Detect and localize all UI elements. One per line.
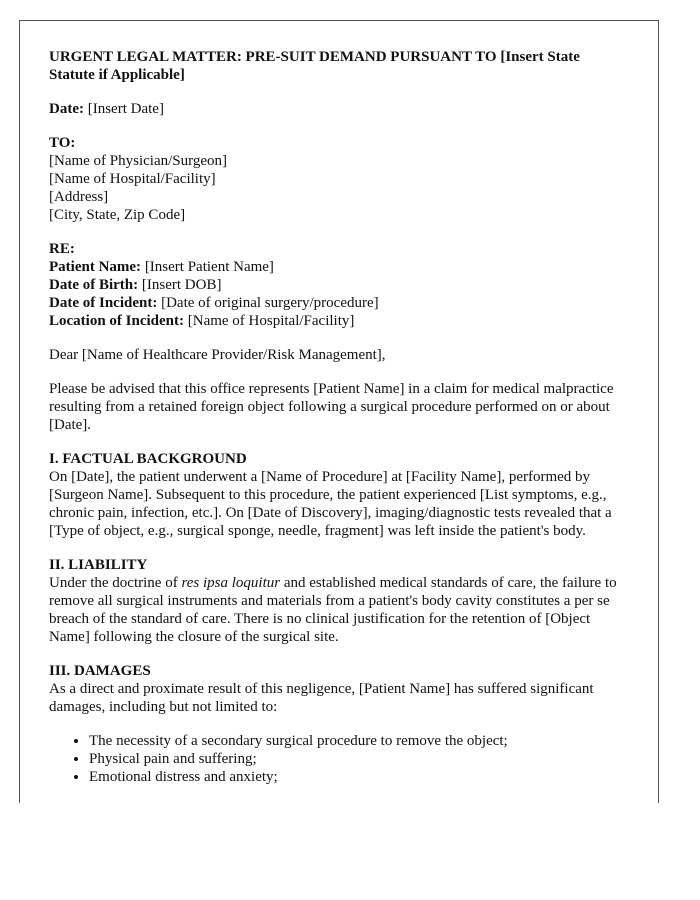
recipient-line: [Address] bbox=[49, 189, 109, 205]
section-damages bbox=[49, 662, 629, 716]
re-block bbox=[49, 240, 629, 330]
latin-term: res ipsa loquitur bbox=[181, 575, 281, 591]
recipient-line: [Name of Hospital/Facility] bbox=[49, 171, 216, 187]
document-title: URGENT LEGAL MATTER: PRE-SUIT DEMAND PURSUANT TO [Insert State Statute if Applicable] bbox=[49, 49, 580, 83]
re-label: RE: bbox=[49, 241, 75, 257]
date-label: Date: bbox=[49, 101, 84, 117]
field-label: Date of Incident: bbox=[49, 295, 158, 311]
to-label: TO: bbox=[49, 135, 76, 151]
recipient-block bbox=[49, 134, 629, 224]
section-heading: II. LIABILITY bbox=[49, 557, 148, 573]
field-label: Patient Name: bbox=[49, 259, 142, 275]
section-heading: III. DAMAGES bbox=[49, 663, 151, 679]
field-value: [Insert DOB] bbox=[138, 277, 222, 293]
section-body: As a direct and proximate result of this negligence, [Patient Name] has suffered significant damages, including but not limited to: bbox=[49, 681, 594, 715]
section-liability bbox=[49, 556, 629, 646]
list-item: • Emotional distress and anxiety; bbox=[89, 768, 629, 786]
field-value: [Insert Patient Name] bbox=[141, 259, 274, 275]
salutation: Dear [Name of Healthcare Provider/Risk Management], bbox=[49, 347, 386, 363]
date-line bbox=[49, 100, 629, 118]
field-value: [Date of original surgery/procedure] bbox=[157, 295, 379, 311]
list-item: • The necessity of a secondary surgical procedure to remove the object; bbox=[89, 732, 629, 750]
field-label: Location of Incident: bbox=[49, 313, 184, 329]
intro-paragraph: Please be advised that this office represents [Patient Name] in a claim for medical malpractice resulting from a retained foreign object following a surgical procedure performed on or about [Date]. bbox=[49, 381, 614, 433]
date-value: [Insert Date] bbox=[83, 101, 164, 117]
section-body: and established medical standards of care, the failure to remove all surgical instruments and materials from a patient's body cavity constitutes a per se breach of the standard of care. There is no clinical justification for the retention of [Object Name] following the closure of the surgical site. bbox=[49, 575, 617, 645]
section-body: Under the doctrine of bbox=[49, 575, 182, 591]
section-body: On [Date], the patient underwent a [Name of Procedure] at [Facility Name], performed by [Surgeon Name]. Subsequent to this procedure, the patient experienced [List symptoms, e.g., chronic pain, infection, etc.]. On [Date of Discovery], imaging/diagnostic tests revealed that a [Type of object, e.g., surgical sponge, needle, fragment] was left inside the patient's body. bbox=[49, 469, 612, 539]
document-page bbox=[19, 20, 659, 803]
list-item: • Physical pain and suffering; bbox=[89, 750, 629, 768]
recipient-line: [Name of Physician/Surgeon] bbox=[49, 153, 228, 169]
field-label: Date of Birth: bbox=[49, 277, 139, 293]
field-value: [Name of Hospital/Facility] bbox=[184, 313, 355, 329]
section-facts bbox=[49, 450, 629, 540]
damages-list bbox=[49, 732, 629, 786]
recipient-line: [City, State, Zip Code] bbox=[49, 207, 186, 223]
section-heading: I. FACTUAL BACKGROUND bbox=[49, 451, 247, 467]
